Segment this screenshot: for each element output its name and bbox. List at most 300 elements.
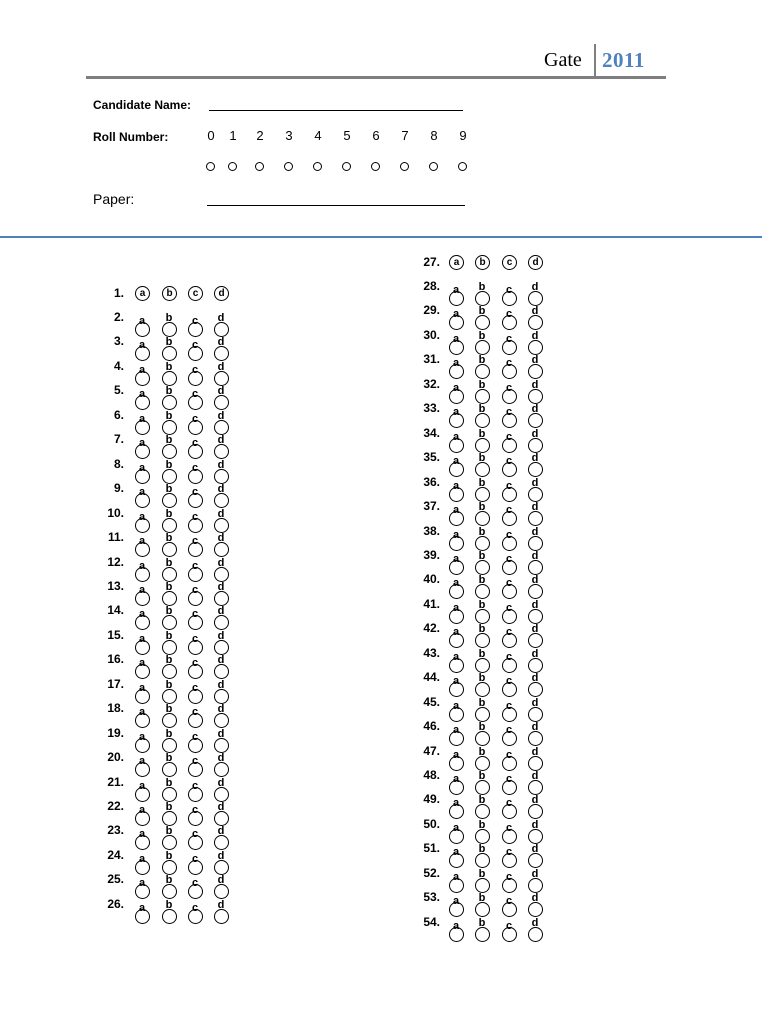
option-letter-d: d [531, 892, 539, 905]
option-bubble-a[interactable] [449, 560, 464, 575]
option-bubble-c[interactable] [188, 811, 203, 826]
option-bubble-b[interactable] [475, 609, 490, 624]
option-bubble-b[interactable] [475, 389, 490, 404]
option-bubble-c[interactable] [502, 829, 517, 844]
option-bubble-a[interactable] [135, 713, 150, 728]
option-letter-b: b [478, 916, 486, 929]
roll-bubble-1[interactable] [228, 162, 237, 171]
option-bubble-c[interactable] [188, 640, 203, 655]
option-bubble-d[interactable] [528, 658, 543, 673]
option-bubble-c[interactable] [188, 909, 203, 924]
option-bubble-a[interactable] [135, 909, 150, 924]
roll-bubble-4[interactable] [313, 162, 322, 171]
option-bubble-c[interactable] [502, 389, 517, 404]
option-letter-a: a [452, 406, 460, 419]
option-letter-a: a [452, 504, 460, 517]
option-bubble-c[interactable] [502, 364, 517, 379]
question-number: 52. [423, 865, 440, 880]
option-bubble-a[interactable] [135, 738, 150, 753]
option-bubble-b[interactable] [475, 487, 490, 502]
option-bubble-b[interactable] [475, 780, 490, 795]
option-bubble-a[interactable] [135, 371, 150, 386]
option-bubble-c[interactable] [188, 371, 203, 386]
option-bubble-d[interactable] [214, 738, 229, 753]
option-letter-c: c [505, 381, 513, 394]
option-bubble-b[interactable] [162, 567, 177, 582]
option-bubble-a[interactable] [449, 707, 464, 722]
option-bubble-a[interactable] [135, 689, 150, 704]
option-bubble-a[interactable] [449, 878, 464, 893]
option-bubble-c[interactable] [188, 542, 203, 557]
roll-bubble-3[interactable] [284, 162, 293, 171]
option-bubble-c[interactable] [502, 315, 517, 330]
option-bubble-d[interactable] [528, 291, 543, 306]
option-bubble-d[interactable] [528, 462, 543, 477]
option-bubble-d[interactable] [214, 640, 229, 655]
option-bubble-c[interactable] [502, 780, 517, 795]
option-bubble-b[interactable] [475, 633, 490, 648]
option-letter-c: c [505, 675, 513, 688]
option-bubble-c[interactable] [188, 787, 203, 802]
option-bubble-c[interactable] [502, 340, 517, 355]
option-bubble-a[interactable] [135, 493, 150, 508]
option-letter-d: d [217, 776, 225, 789]
option-bubble-b[interactable] [475, 707, 490, 722]
option-bubble-b[interactable] [475, 658, 490, 673]
option-bubble-a[interactable] [449, 511, 464, 526]
option-bubble-d[interactable] [528, 438, 543, 453]
option-bubble-a[interactable] [135, 762, 150, 777]
option-bubble-b[interactable] [162, 860, 177, 875]
option-bubble-d[interactable] [214, 689, 229, 704]
option-bubble-a[interactable] [449, 658, 464, 673]
option-bubble-b[interactable] [475, 560, 490, 575]
option-letter-d: d [531, 501, 539, 514]
option-bubble-b[interactable] [162, 835, 177, 850]
option-bubble-b[interactable] [162, 615, 177, 630]
option-letter-c: c [191, 755, 199, 768]
option-letter-b: b [165, 312, 173, 324]
option-bubble-b[interactable] [475, 853, 490, 868]
option-bubble-d[interactable] [528, 315, 543, 330]
option-letter-b: b [478, 598, 486, 611]
option-letter-b: b [165, 849, 173, 862]
roll-digit: 4 [314, 128, 322, 143]
option-bubble-b[interactable] [475, 927, 490, 942]
option-bubble-d[interactable] [214, 346, 229, 361]
option-bubble-c[interactable]: c [188, 286, 203, 301]
paper-field[interactable] [207, 205, 465, 206]
option-letter-c: c [505, 284, 513, 296]
option-bubble-d[interactable] [214, 762, 229, 777]
option-bubble-c[interactable] [188, 615, 203, 630]
option-bubble-c[interactable] [502, 536, 517, 551]
option-bubble-a[interactable] [135, 322, 150, 337]
option-bubble-b[interactable] [475, 536, 490, 551]
option-letter-a: a [452, 895, 460, 908]
option-bubble-b[interactable] [162, 884, 177, 899]
option-bubble-a[interactable] [135, 444, 150, 459]
option-bubble-d[interactable] [528, 487, 543, 502]
option-bubble-a[interactable] [449, 902, 464, 917]
roll-bubble-2[interactable] [255, 162, 264, 171]
option-letter-c: c [505, 528, 513, 541]
option-bubble-c[interactable] [188, 395, 203, 410]
question-number: 51. [423, 841, 440, 856]
option-bubble-d[interactable] [214, 322, 229, 337]
option-bubble-b[interactable] [162, 395, 177, 410]
option-bubble-a[interactable] [135, 591, 150, 606]
option-bubble-b[interactable] [475, 878, 490, 893]
option-bubble-a[interactable] [449, 804, 464, 819]
option-bubble-b[interactable] [162, 909, 177, 924]
option-bubble-b[interactable] [162, 542, 177, 557]
option-letter-b: b [165, 556, 173, 569]
option-bubble-c[interactable] [502, 707, 517, 722]
option-bubble-d[interactable] [214, 444, 229, 459]
option-bubble-a[interactable] [135, 469, 150, 484]
option-bubble-a[interactable] [449, 756, 464, 771]
option-bubble-a[interactable] [135, 615, 150, 630]
option-bubble-a[interactable] [449, 340, 464, 355]
option-bubble-b[interactable] [162, 811, 177, 826]
option-bubble-b[interactable] [475, 829, 490, 844]
option-bubble-c[interactable] [502, 462, 517, 477]
option-letter-d: d [531, 745, 539, 758]
question-number: 28. [423, 279, 440, 293]
option-bubble-b[interactable] [162, 762, 177, 777]
option-bubble-b[interactable] [475, 340, 490, 355]
option-letter-b: b [165, 874, 173, 887]
option-bubble-b[interactable] [475, 315, 490, 330]
option-bubble-d[interactable] [528, 340, 543, 355]
option-bubble-b[interactable] [162, 640, 177, 655]
option-bubble-a[interactable] [449, 633, 464, 648]
option-letter-a: a [452, 308, 460, 321]
option-bubble-c[interactable] [502, 682, 517, 697]
option-bubble-d[interactable] [214, 518, 229, 533]
option-bubble-b[interactable] [162, 738, 177, 753]
option-bubble-c[interactable] [188, 689, 203, 704]
option-letter-b: b [165, 776, 173, 789]
option-bubble-c[interactable] [502, 560, 517, 575]
option-bubble-c[interactable] [502, 804, 517, 819]
option-bubble-c[interactable] [502, 584, 517, 599]
option-letter-c: c [191, 657, 199, 670]
option-bubble-d[interactable] [528, 609, 543, 624]
option-bubble-d[interactable] [528, 853, 543, 868]
option-bubble-a[interactable] [449, 536, 464, 551]
option-bubble-a[interactable] [135, 860, 150, 875]
roll-bubble-5[interactable] [342, 162, 351, 171]
option-bubble-a[interactable] [449, 438, 464, 453]
option-letter-c: c [505, 821, 513, 834]
option-bubble-a[interactable] [449, 462, 464, 477]
option-letter-b: b [165, 654, 173, 667]
option-bubble-c[interactable] [502, 756, 517, 771]
question-number: 27. [423, 255, 440, 269]
roll-bubble-8[interactable] [429, 162, 438, 171]
option-bubble-c[interactable] [188, 835, 203, 850]
option-bubble-b[interactable] [162, 346, 177, 361]
roll-bubble-0[interactable] [206, 162, 215, 171]
option-bubble-c[interactable] [502, 438, 517, 453]
option-bubble-c[interactable] [188, 713, 203, 728]
roll-bubble-9[interactable] [458, 162, 467, 171]
option-bubble-d[interactable] [214, 591, 229, 606]
option-letter-c: c [191, 608, 199, 621]
option-bubble-b[interactable] [475, 438, 490, 453]
option-bubble-a[interactable] [135, 542, 150, 557]
roll-digit: 5 [343, 128, 351, 143]
option-bubble-c[interactable] [502, 487, 517, 502]
option-bubble-b[interactable] [162, 518, 177, 533]
option-bubble-c[interactable] [502, 511, 517, 526]
option-bubble-a[interactable] [135, 567, 150, 582]
option-bubble-a[interactable] [135, 420, 150, 435]
option-letter-b: b [165, 458, 173, 471]
option-bubble-d[interactable] [528, 682, 543, 697]
option-bubble-d[interactable] [528, 902, 543, 917]
option-bubble-c[interactable] [502, 927, 517, 942]
option-bubble-b[interactable] [162, 591, 177, 606]
option-letter-c: c [191, 804, 199, 816]
option-bubble-b[interactable] [162, 713, 177, 728]
option-bubble-d[interactable]: d [528, 255, 543, 270]
option-bubble-d[interactable] [528, 511, 543, 526]
option-bubble-b[interactable] [162, 322, 177, 337]
option-bubble-a[interactable] [449, 927, 464, 942]
option-bubble-d[interactable] [528, 707, 543, 722]
option-bubble-d[interactable] [528, 756, 543, 771]
option-bubble-c[interactable] [502, 413, 517, 428]
option-letter-d: d [531, 696, 539, 709]
option-bubble-a[interactable] [135, 346, 150, 361]
option-bubble-b[interactable] [162, 444, 177, 459]
option-bubble-b[interactable] [475, 584, 490, 599]
option-bubble-a[interactable] [449, 731, 464, 746]
option-bubble-d[interactable] [214, 615, 229, 630]
option-bubble-c[interactable] [188, 420, 203, 435]
option-bubble-c[interactable] [188, 664, 203, 679]
option-bubble-a[interactable] [135, 640, 150, 655]
option-bubble-c[interactable] [188, 322, 203, 337]
question-number: 2. [113, 310, 124, 324]
question-number: 15. [107, 627, 124, 642]
option-bubble-c[interactable] [502, 853, 517, 868]
option-bubble-d[interactable] [214, 664, 229, 679]
option-bubble-d[interactable] [214, 835, 229, 850]
title-separator [594, 44, 596, 78]
option-bubble-b[interactable] [475, 756, 490, 771]
option-bubble-c[interactable] [188, 518, 203, 533]
option-letter-b: b [478, 549, 486, 562]
option-bubble-b[interactable] [475, 413, 490, 428]
option-letter-d: d [531, 721, 539, 734]
option-bubble-b[interactable] [475, 682, 490, 697]
option-bubble-b[interactable]: b [475, 255, 490, 270]
option-bubble-d[interactable] [528, 878, 543, 893]
roll-bubble-7[interactable] [400, 162, 409, 171]
option-bubble-a[interactable] [135, 664, 150, 679]
roll-bubble-6[interactable] [371, 162, 380, 171]
option-bubble-d[interactable] [214, 909, 229, 924]
option-bubble-b[interactable] [475, 511, 490, 526]
option-bubble-a[interactable]: a [135, 286, 150, 301]
option-bubble-d[interactable] [528, 413, 543, 428]
option-bubble-a[interactable] [449, 609, 464, 624]
option-bubble-b[interactable] [162, 787, 177, 802]
option-bubble-a[interactable]: a [449, 255, 464, 270]
option-bubble-d[interactable] [214, 469, 229, 484]
option-bubble-c[interactable] [502, 731, 517, 746]
option-letter-a: a [452, 528, 460, 541]
option-letter-d: d [217, 409, 225, 422]
option-bubble-b[interactable] [162, 371, 177, 386]
option-letter-c: c [191, 339, 199, 352]
option-bubble-c[interactable] [188, 860, 203, 875]
option-bubble-a[interactable] [449, 315, 464, 330]
option-bubble-a[interactable] [449, 291, 464, 306]
option-bubble-b[interactable] [162, 420, 177, 435]
option-bubble-a[interactable] [449, 584, 464, 599]
option-bubble-c[interactable] [188, 567, 203, 582]
candidate-name-field[interactable] [209, 110, 463, 111]
option-bubble-a[interactable] [135, 518, 150, 533]
option-bubble-c[interactable] [188, 469, 203, 484]
option-bubble-d[interactable] [528, 927, 543, 942]
question-number: 40. [423, 572, 440, 587]
option-bubble-c[interactable] [502, 291, 517, 306]
option-bubble-a[interactable] [449, 413, 464, 428]
question-number: 49. [423, 792, 440, 807]
option-bubble-d[interactable] [214, 713, 229, 728]
option-bubble-c[interactable] [502, 878, 517, 893]
option-bubble-d[interactable]: d [214, 286, 229, 301]
option-letter-a: a [452, 381, 460, 394]
option-bubble-a[interactable] [449, 487, 464, 502]
option-letter-c: c [191, 461, 199, 474]
option-letter-a: a [138, 315, 146, 327]
option-bubble-d[interactable] [214, 787, 229, 802]
option-bubble-a[interactable] [135, 835, 150, 850]
option-bubble-d[interactable] [214, 542, 229, 557]
option-bubble-d[interactable] [528, 731, 543, 746]
option-bubble-d[interactable] [528, 584, 543, 599]
option-letter-b: b [165, 409, 173, 422]
option-bubble-b[interactable] [162, 469, 177, 484]
option-letter-b: b [478, 770, 486, 782]
option-bubble-b[interactable] [162, 664, 177, 679]
option-letter-d: d [531, 623, 539, 636]
option-bubble-d[interactable] [214, 860, 229, 875]
option-bubble-c[interactable] [188, 444, 203, 459]
option-bubble-c[interactable] [188, 346, 203, 361]
question-number: 53. [423, 890, 440, 905]
option-bubble-c[interactable] [502, 658, 517, 673]
question-number: 19. [107, 725, 124, 740]
option-letter-a: a [138, 852, 146, 865]
option-bubble-c[interactable]: c [502, 255, 517, 270]
option-bubble-d[interactable] [214, 493, 229, 508]
option-bubble-c[interactable] [188, 591, 203, 606]
option-letter-c: c [505, 919, 513, 932]
option-bubble-d[interactable] [214, 884, 229, 899]
option-bubble-d[interactable] [214, 811, 229, 826]
option-bubble-b[interactable]: b [162, 286, 177, 301]
option-bubble-c[interactable] [502, 902, 517, 917]
option-letter-c: c [191, 632, 199, 645]
option-bubble-c[interactable] [188, 762, 203, 777]
option-letter-d: d [217, 434, 225, 447]
option-bubble-b[interactable] [475, 364, 490, 379]
option-bubble-d[interactable] [214, 395, 229, 410]
question-number: 30. [423, 327, 440, 342]
option-bubble-d[interactable] [528, 829, 543, 844]
option-letter-d: d [531, 354, 539, 367]
roll-digit: 7 [401, 128, 409, 143]
option-bubble-a[interactable] [135, 811, 150, 826]
section-divider [0, 236, 762, 238]
option-letter-a: a [138, 339, 146, 352]
option-bubble-b[interactable] [475, 902, 490, 917]
option-letter-d: d [531, 672, 539, 685]
option-bubble-b[interactable] [475, 804, 490, 819]
question-number: 48. [423, 768, 440, 782]
option-bubble-a[interactable] [135, 787, 150, 802]
option-letter-b: b [478, 574, 486, 587]
option-bubble-d[interactable] [528, 560, 543, 575]
option-bubble-a[interactable] [449, 682, 464, 697]
roll-digit: 6 [372, 128, 380, 143]
option-letter-c: c [191, 583, 199, 596]
option-bubble-c[interactable] [502, 633, 517, 648]
option-bubble-d[interactable] [528, 780, 543, 795]
option-bubble-b[interactable] [475, 731, 490, 746]
option-bubble-d[interactable] [528, 633, 543, 648]
option-bubble-b[interactable] [162, 689, 177, 704]
option-bubble-a[interactable] [135, 395, 150, 410]
option-bubble-c[interactable] [502, 609, 517, 624]
option-bubble-c[interactable] [188, 493, 203, 508]
option-bubble-d[interactable] [528, 804, 543, 819]
option-bubble-a[interactable] [449, 780, 464, 795]
option-bubble-a[interactable] [449, 389, 464, 404]
option-bubble-d[interactable] [214, 371, 229, 386]
option-bubble-a[interactable] [135, 884, 150, 899]
option-letter-b: b [478, 672, 486, 685]
option-letter-c: c [191, 486, 199, 499]
option-bubble-b[interactable] [475, 291, 490, 306]
option-bubble-c[interactable] [188, 884, 203, 899]
option-bubble-a[interactable] [449, 853, 464, 868]
option-bubble-d[interactable] [528, 389, 543, 404]
option-bubble-c[interactable] [188, 738, 203, 753]
option-letter-b: b [165, 385, 173, 398]
option-bubble-d[interactable] [528, 364, 543, 379]
question-number: 36. [423, 474, 440, 489]
option-bubble-d[interactable] [528, 536, 543, 551]
option-letter-b: b [478, 623, 486, 636]
option-bubble-b[interactable] [162, 493, 177, 508]
question-number: 23. [107, 823, 124, 838]
option-bubble-d[interactable] [214, 420, 229, 435]
option-bubble-a[interactable] [449, 829, 464, 844]
option-bubble-b[interactable] [475, 462, 490, 477]
option-bubble-a[interactable] [449, 364, 464, 379]
option-bubble-d[interactable] [214, 567, 229, 582]
question-number: 38. [423, 523, 440, 538]
